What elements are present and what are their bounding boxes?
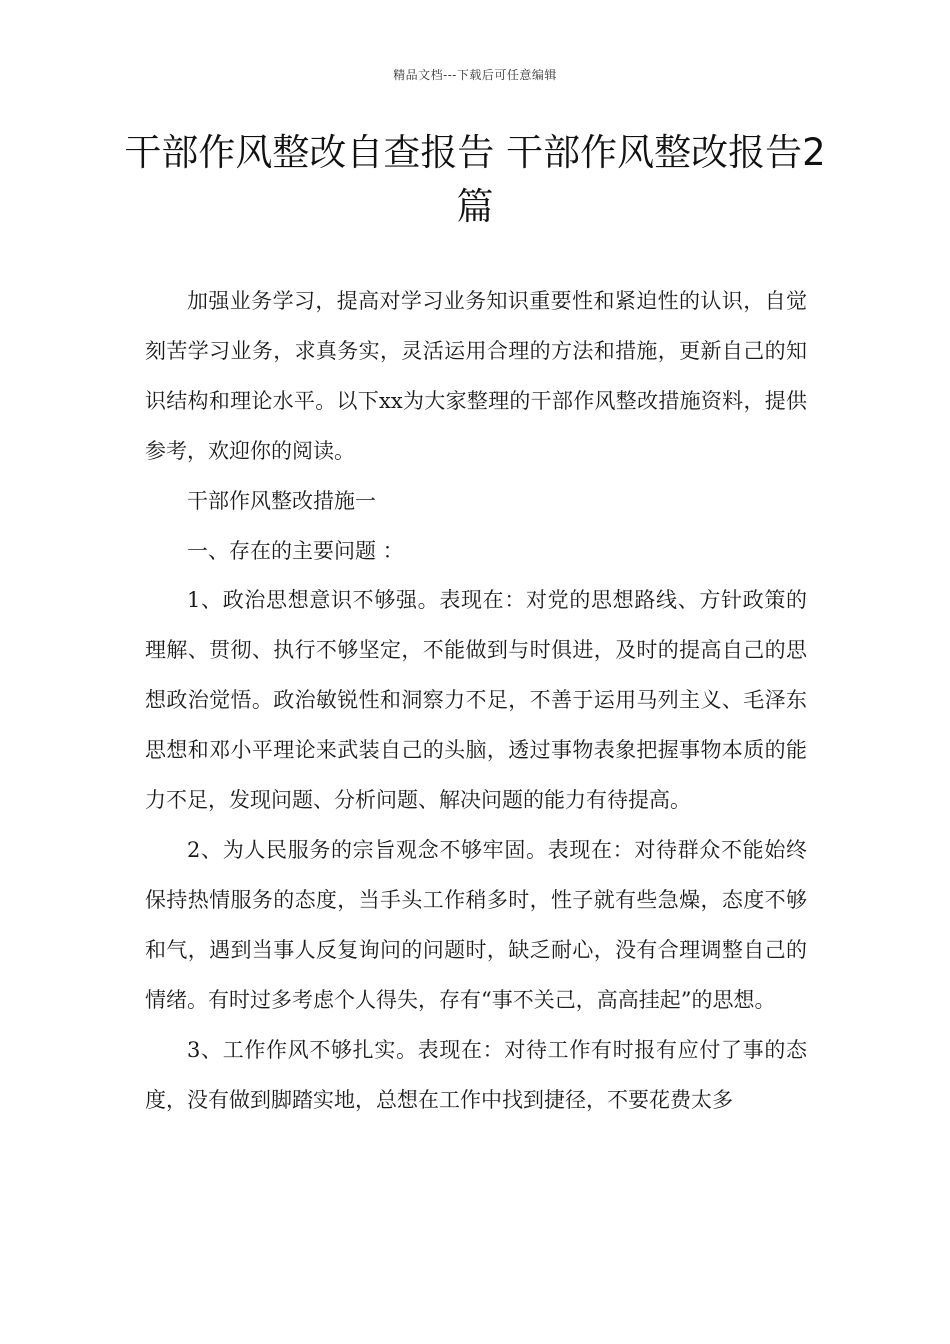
- header-note: 精品文档---下载后可任意编辑: [393, 68, 557, 82]
- paragraph-intro: 加强业务学习，提高对学习业务知识重要性和紧迫性的认识，自觉刻苦学习业务，求真务实，灵活运用合理的方法和措施，更新自己的知识结构和理论水平。以下xx为大家整理的干部作风整改措施资料，提供参考，欢迎你的阅读。: [145, 289, 807, 463]
- document-body: [145, 277, 807, 1125]
- paragraph-subheading: 一、存在的主要问题 ：: [187, 538, 404, 563]
- paragraph-item-3: 3、工作作风不够扎实。表现在：对待工作有时报有应付了事的态度，没有做到脚踏实地，总想在工作中找到捷径，不要花费太多: [145, 1037, 807, 1112]
- document-title: 干部作风整改自查报告 干部作风整改报告2篇: [124, 131, 826, 228]
- paragraph-item-1: 1、政治思想意识不够强。表现在：对党的思想路线、方针政策的理解、贯彻、执行不够坚定，不能做到与时俱进，及时的提高自己的思想政治觉悟。政治敏锐性和洞察力不足，不善于运用马列主义、毛泽东思想和邓小平理论来武装自己的头脑，透过事物表象把握事物本质的能力不足，发现问题、分析问题、解决问题的能力有待提高。: [145, 588, 807, 813]
- paragraph-item-2: 2、为人民服务的宗旨观念不够牢固。表现在：对待群众不能始终保持热情服务的态度，当手头工作稍多时，性子就有些急燥，态度不够和气，遇到当事人反复询问的问题时，缺乏耐心，没有合理调整自己的情绪。有时过多考虑个人得失，存有“事不关己，高高挂起”的思想。: [145, 837, 807, 1012]
- paragraph-section-heading: 干部作风整改措施一: [187, 488, 376, 513]
